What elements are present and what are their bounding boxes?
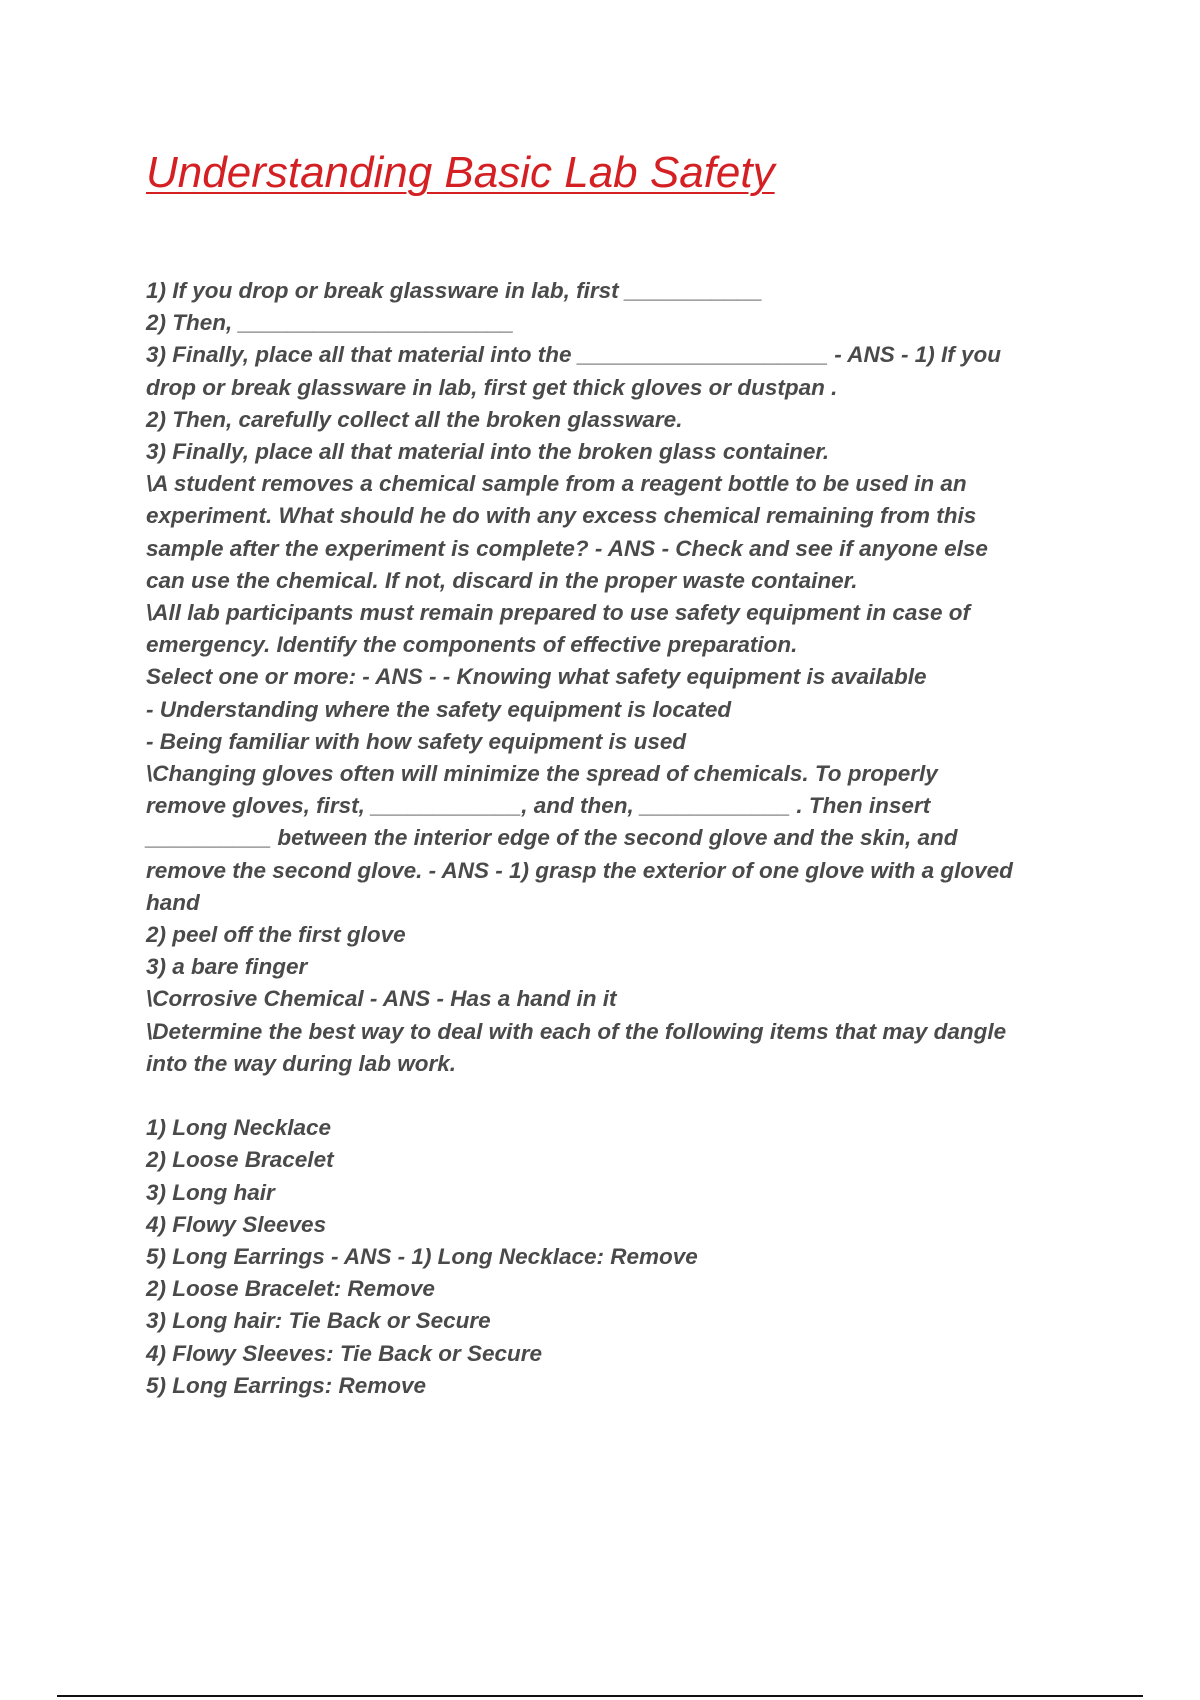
blank-line	[146, 1080, 1086, 1112]
footer-rule	[57, 1695, 1143, 1697]
text-line: experiment. What should he do with any excess chemical remaining from this	[146, 503, 977, 529]
text-line: 3) Finally, place all that material into the broken glass container.	[146, 439, 830, 465]
text-line: 3) Long hair	[146, 1179, 275, 1205]
text-line: 1) If you drop or break glassware in lab, first ___________	[146, 278, 763, 303]
text-line: \Determine the best way to deal with each of the following items that may dangle	[146, 1018, 1007, 1044]
text-line: \All lab participants must remain prepared to use safety equipment in case of	[146, 600, 970, 626]
text-line: can use the chemical. If not, discard in the proper waste container.	[146, 567, 858, 593]
document-title: Understanding Basic Lab Safety	[146, 148, 775, 197]
text-line: 2) Then, ______________________	[146, 310, 514, 336]
text-line: remove the second glove. - ANS - 1) grasp the exterior of one glove with a gloved	[146, 857, 1013, 883]
text-line: hand	[146, 889, 200, 915]
text-line: 1) Long Necklace	[146, 1115, 332, 1141]
text-line: 2) peel off the first glove	[146, 922, 406, 948]
text-line: 2) Loose Bracelet	[146, 1147, 334, 1173]
text-line: 4) Flowy Sleeves: Tie Back or Secure	[146, 1340, 543, 1366]
text-line: 3) Finally, place all that material into the ____________________ - ANS - 1) If you	[146, 342, 1001, 368]
text-line: into the way during lab work.	[146, 1050, 457, 1076]
text-line: __________ between the interior edge of the second glove and the skin, and	[146, 825, 958, 851]
text-line: 2) Then, carefully collect all the broken glassware.	[146, 406, 683, 432]
text-line: 5) Long Earrings - ANS - 1) Long Necklace: Remove	[146, 1244, 698, 1270]
text-line: - Being familiar with how safety equipment is used	[146, 728, 687, 754]
text-line: sample after the experiment is complete? - ANS - Check and see if anyone else	[146, 535, 988, 561]
text-line: \Corrosive Chemical - ANS - Has a hand in it	[146, 986, 617, 1012]
text-line: 3) Long hair: Tie Back or Secure	[146, 1308, 491, 1334]
text-line: \A student removes a chemical sample from a reagent bottle to be used in an	[146, 471, 967, 497]
text-line: 3) a bare finger	[146, 954, 308, 980]
text-line: emergency. Identify the components of effective preparation.	[146, 632, 798, 658]
document-body	[146, 275, 1086, 1402]
text-line: 4) Flowy Sleeves	[146, 1211, 327, 1237]
text-line: 2) Loose Bracelet: Remove	[146, 1276, 435, 1302]
text-line: remove gloves, first, ____________, and then, ____________ . Then insert	[146, 793, 931, 819]
text-line: 5) Long Earrings: Remove	[146, 1372, 427, 1398]
text-line: drop or break glassware in lab, first get thick gloves or dustpan .	[146, 374, 838, 400]
text-line: - Understanding where the safety equipment is located	[146, 696, 732, 722]
text-line: \Changing gloves often will minimize the spread of chemicals. To properly	[146, 761, 938, 787]
text-line: Select one or more: - ANS - - Knowing what safety equipment is available	[146, 664, 927, 690]
